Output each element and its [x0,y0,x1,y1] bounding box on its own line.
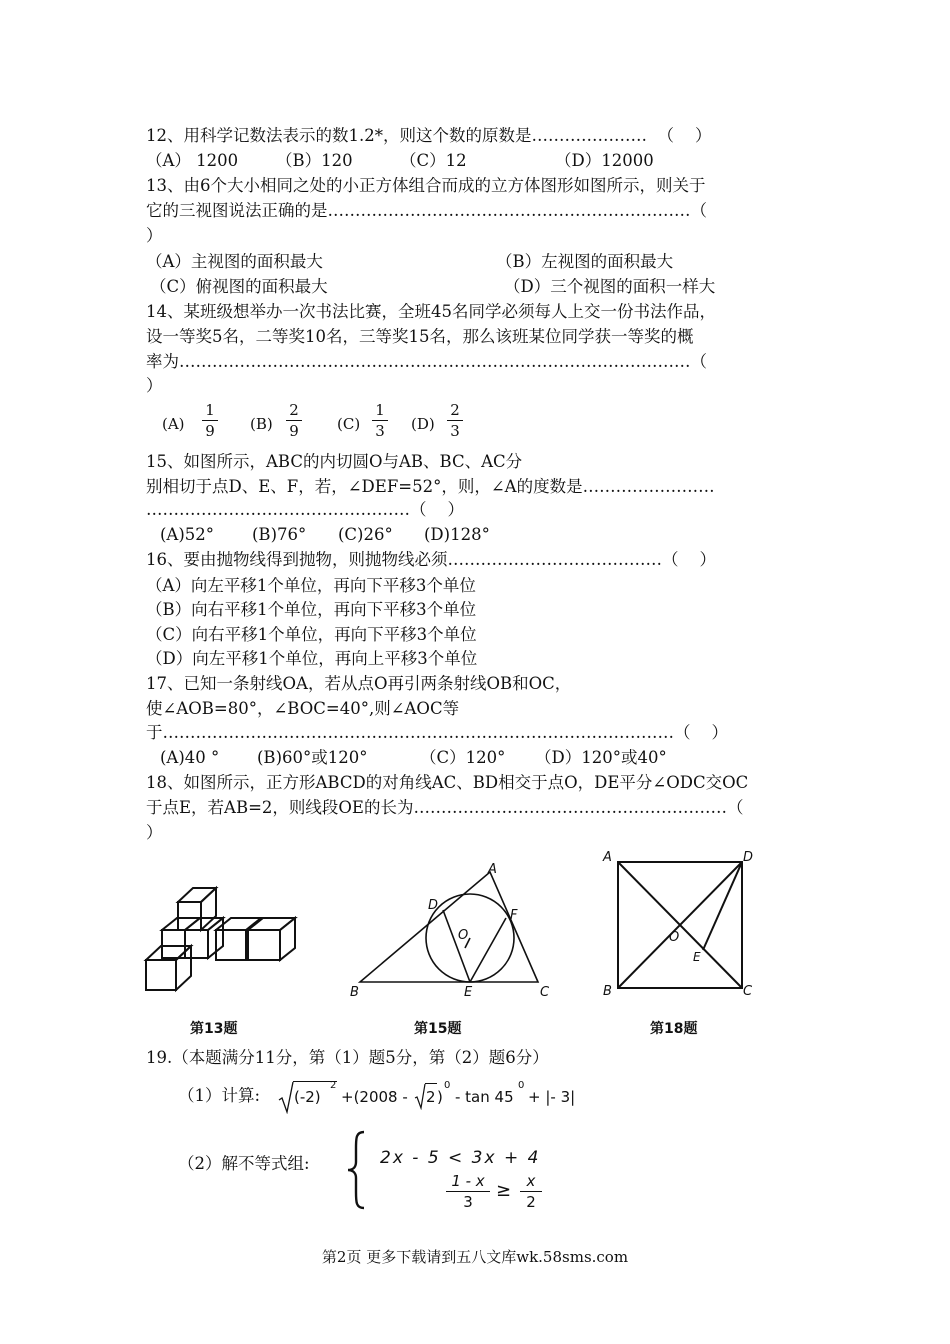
q13-stem-line3: ） [146,226,163,245]
q13-option-c: （C）俯视图的面积最大 [150,277,328,296]
q13-stem-line2: 它的三视图说法正确的是…………………………………………………………（ [146,201,707,220]
fraction-bar [446,1191,490,1192]
expr-paren-term: +(2008 - [341,1088,408,1106]
q14-option-d-fraction [445,401,465,440]
expr-root-value: 2 [426,1088,436,1106]
q12-stem: 12、用科学记数法表示的数1.2*，则这个数的原数是………………… （ ） [146,126,712,145]
q14-option-b-label: (B) [250,415,273,433]
inequality-2-lhs-num: 1 - x [451,1172,485,1190]
q15-stem-line1: 15、如图所示，ABC的内切圆O与AB、BC、AC分 [146,452,523,471]
fraction-bar [286,420,302,421]
figure-15-caption: 第15题 [414,1021,462,1037]
q14-option-c-label: (C) [337,415,361,433]
triangle-label-d: D [428,898,439,913]
q19-stem: 19.（本题满分11分，第（1）题5分，第（2）题6分） [146,1048,549,1067]
q17-option-a: (A)40 ° [160,748,220,767]
inequality-2-relation: ≥ [496,1180,512,1201]
inequality-2-lhs [446,1172,490,1211]
left-brace-icon [346,1130,368,1210]
triangle-label-e: E [464,985,473,1000]
q16-option-d: （D）向左平移1个单位，再向上平移3个单位 [146,649,478,668]
q14-stem-line4: ） [146,376,163,395]
q14-option-d-den: 3 [450,422,460,440]
inequality-1: 2x - 5 < 3x + 4 [380,1148,541,1168]
triangle-label-o: O [458,928,469,943]
q17-option-d: （D）120°或40° [535,748,667,767]
q14-option-c-fraction [370,401,390,440]
expr-abs-term: + |- 3| [528,1088,576,1106]
q16-option-c: （C）向右平移1个单位，再向下平移3个单位 [146,625,477,644]
inequality-2-rhs [520,1172,542,1211]
q14-option-a-label: (A) [162,415,185,433]
q13-option-b: （B）左视图的面积最大 [496,252,674,271]
expr-base: (-2) [294,1088,321,1106]
q14-option-a-num: 1 [205,401,215,419]
fraction-bar [372,420,388,421]
expr-tan-exponent: 0 [518,1080,525,1091]
triangle-label-b: B [350,985,359,1000]
fraction-bar [447,420,463,421]
q15-option-a: (A)52° [160,525,215,544]
q13-option-a: （A）主视图的面积最大 [146,252,323,271]
inequality-2-rhs-den: 2 [526,1193,536,1211]
q17-option-b: (B)60°或120° [257,748,368,767]
q14-stem-line3: 率为…………………………………………………………………………………（ [146,352,707,371]
q16-option-b: （B）向右平移1个单位，再向下平移3个单位 [146,600,477,619]
q14-option-b-den: 9 [289,422,299,440]
square-label-b: B [603,984,612,999]
inequality-2-lhs-den: 3 [463,1193,473,1211]
radical-sign-icon [414,1082,426,1110]
q15-option-c: (C)26° [338,525,393,544]
q17-option-c: （C）120° [420,748,506,767]
radical-sign-icon [278,1080,294,1114]
figure-18-caption: 第18题 [650,1021,698,1037]
fraction-bar [520,1191,542,1192]
q14-option-c-den: 3 [375,422,385,440]
q14-option-d-label: (D) [411,415,435,433]
q14-option-b-num: 2 [289,401,299,419]
q14-option-b-fraction [284,401,304,440]
q13-option-d: （D）三个视图的面积一样大 [504,277,716,296]
q12-option-a: （A） 1200 [146,151,239,170]
q17-stem-line3: 于…………………………………………………………………………………（ ） [146,723,728,742]
q16-option-a: （A）向左平移1个单位，再向下平移3个单位 [146,576,476,595]
expr-paren-close: ) [437,1088,443,1106]
square-label-o: O [669,930,680,945]
figure-13-caption: 第13题 [190,1021,238,1037]
q16-stem: 16、要由抛物线得到抛物，则抛物线必须…………………………………（ ） [146,550,716,569]
q15-option-d: (D)128° [424,525,490,544]
triangle-label-c: C [540,985,550,1000]
square-label-a: A [603,850,612,865]
q14-option-a-fraction [200,401,220,440]
q19-part2-label: （2）解不等式组: [178,1154,310,1173]
q14-option-a-den: 9 [205,422,215,440]
square-label-e: E [693,950,701,964]
fraction-bar [202,420,218,421]
q13-stem-line1: 13、由6个大小相同之处的小正方体组合而成的立方体图形如图所示，则关于 [146,176,706,195]
q18-stem-line1: 18、如图所示，正方形ABCD的对角线AC、BD相交于点O，DE平分∠ODC交OC [146,773,749,792]
q15-stem-line2: 别相切于点D、E、F，若，∠DEF=52°，则，∠A的度数是…………………… [146,477,715,496]
triangle-incircle-figure [340,860,550,1000]
q15-option-b: (B)76° [252,525,307,544]
q19-part1-label: （1）计算: [178,1086,261,1105]
q12-option-b: （B）120 [276,151,353,170]
q12-option-d: （D）12000 [555,151,654,170]
square-label-c: C [743,984,753,999]
triangle-label-f: F [510,908,518,923]
q14-option-c-num: 1 [375,401,385,419]
square-diagonal-figure [600,850,760,1000]
q12-option-c: （C）12 [400,151,467,170]
page-footer: 第2页 更多下载请到五八文库wk.58sms.com [321,1248,629,1266]
inequality-2-rhs-num: x [526,1172,536,1190]
cube-figure [140,880,310,995]
triangle-label-a: A [488,862,497,877]
q14-stem-line2: 设一等奖5名，二等奖10名，三等奖15名，那么该班某位同学获一等奖的概 [146,327,694,346]
q18-stem-line3: ） [146,823,163,842]
q15-stem-line3: …………………………………………（ ） [146,500,464,519]
expr-base-exponent: 2 [330,1080,337,1091]
expr-paren-exponent: 0 [444,1080,451,1091]
q14-option-d-num: 2 [450,401,460,419]
q14-stem-line1: 14、某班级想举办一次书法比赛，全班45名同学必须每人上交一份书法作品， [146,302,716,321]
q17-stem-line2: 使∠AOB=80°，∠BOC=40°,则∠AOC等 [146,699,460,718]
expr-tan-term: - tan 45 [455,1088,514,1106]
q18-stem-line2: 于点E，若AB=2，则线段OE的长为…………………………………………………（ [146,798,744,817]
q17-stem-line1: 17、已知一条射线OA，若从点O再引两条射线OB和OC， [146,674,572,693]
square-label-d: D [743,850,754,865]
radical-overline [425,1083,437,1084]
